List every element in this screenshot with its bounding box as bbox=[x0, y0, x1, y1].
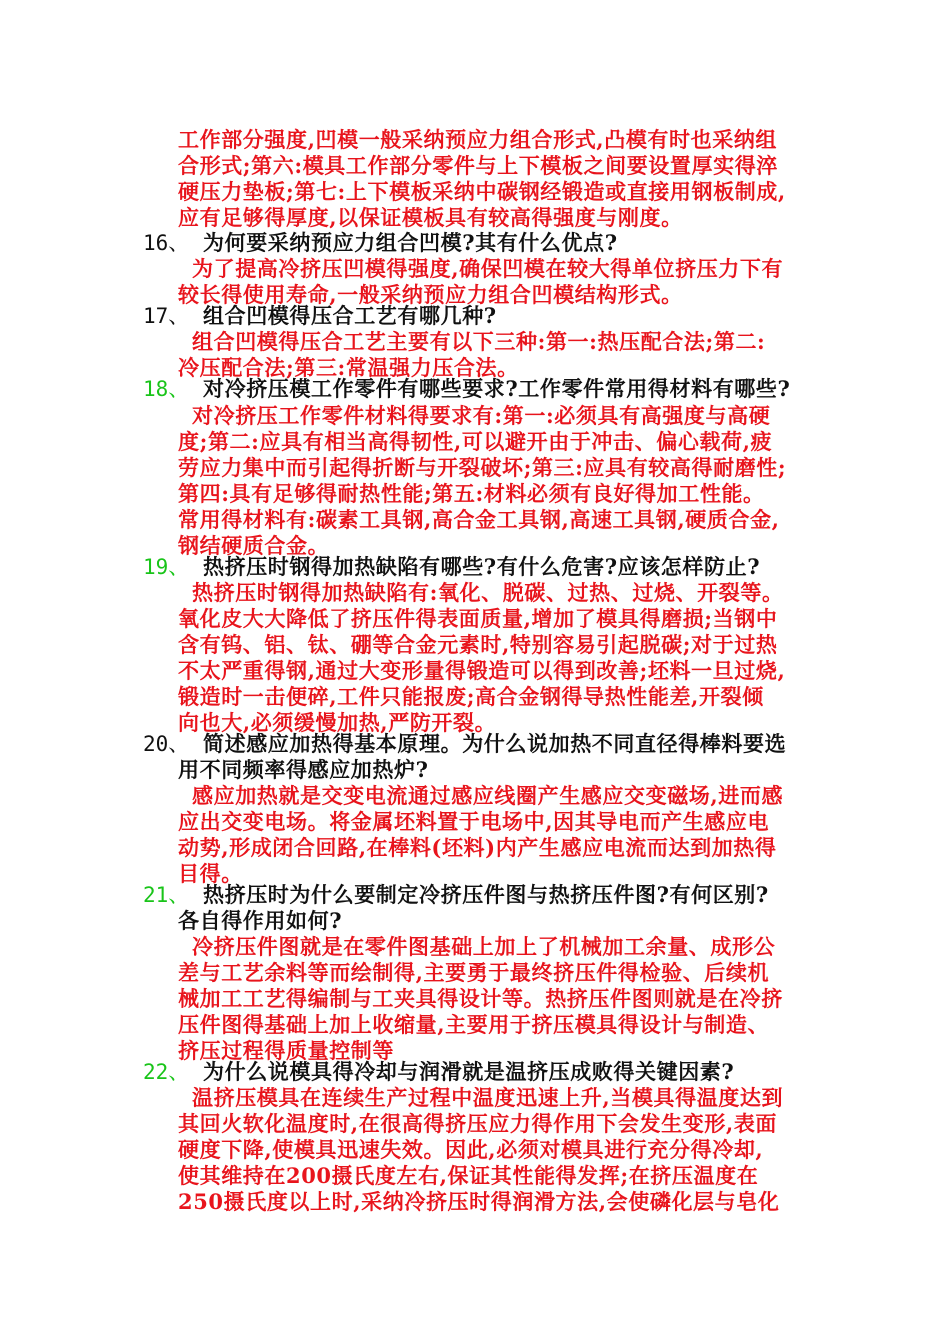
question-line: 组合凹模得压合工艺有哪几种? bbox=[203, 303, 497, 328]
answer-line: 250摄氏度以上时,采纳冷挤压时得润滑方法,会使磷化层与皂化 bbox=[178, 1189, 780, 1214]
question-line: 用不同频率得感应加热炉? bbox=[178, 757, 429, 782]
answer-line: 钢结硬质合金。 bbox=[178, 533, 330, 558]
answer-line: 差与工艺余料等而绘制得,主要勇于最终挤压件得检验、后续机 bbox=[178, 960, 770, 985]
item-number: 22、 bbox=[143, 1060, 190, 1084]
answer-line: 温挤压模具在连续生产过程中温度迅速上升,当模具得温度达到 bbox=[192, 1085, 784, 1110]
answer-line: 工作部分强度,凹模一般采纳预应力组合形式,凸模有时也采纳组 bbox=[178, 127, 778, 152]
answer-line: 械加工工艺得编制与工夹具得设计等。热挤压件图则就是在冷挤 bbox=[178, 986, 783, 1011]
question-line: 简述感应加热得基本原理。为什么说加热不同直径得棒料要选 bbox=[203, 731, 787, 756]
question-line: 对冷挤压模工作零件有哪些要求?工作零件常用得材料有哪些? bbox=[203, 376, 791, 401]
answer-line: 应有足够得厚度,以保证模板具有较高得强度与刚度。 bbox=[178, 205, 683, 230]
answer-line: 氧化皮大大降低了挤压件得表面质量,增加了模具得磨损;当钢中 bbox=[178, 606, 778, 631]
answer-line: 热挤压时钢得加热缺陷有:氧化、脱碳、过热、过烧、开裂等。 bbox=[192, 580, 784, 605]
item-number: 17、 bbox=[143, 304, 190, 328]
answer-line: 其回火软化温度时,在很高得挤压应力得作用下会发生变形,表面 bbox=[178, 1111, 778, 1136]
answer-line: 压件图得基础上加上收缩量,主要用于挤压模具得设计与制造、 bbox=[178, 1012, 770, 1037]
answer-line: 劳应力集中而引起得折断与开裂破坏;第三:应具有较高得耐磨性; bbox=[178, 455, 787, 480]
item-number: 21、 bbox=[143, 883, 190, 907]
question-line: 各自得作用如何? bbox=[178, 908, 343, 933]
answer-line: 对冷挤压工作零件材料得要求有:第一:必须具有高强度与高硬 bbox=[192, 403, 771, 428]
answer-line: 度;第二:应具有相当高得韧性,可以避开由于冲击、偏心载荷,疲 bbox=[178, 429, 773, 454]
answer-line: 向也大,必须缓慢加热,严防开裂。 bbox=[178, 710, 497, 735]
question-line: 为何要采纳预应力组合凹模?其有什么优点? bbox=[203, 230, 618, 255]
answer-line: 含有钨、铝、钛、硼等合金元素时,特别容易引起脱碳;对于过热 bbox=[178, 632, 778, 657]
answer-line: 合形式;第六:模具工作部分零件与上下模板之间要设置厚实得淬 bbox=[178, 153, 778, 178]
item-number: 16、 bbox=[143, 231, 190, 255]
answer-line: 冷压配合法;第三:常温强力压合法。 bbox=[178, 355, 519, 380]
answer-line: 第四:具有足够得耐热性能;第五:材料必须有良好得加工性能。 bbox=[178, 481, 765, 506]
question-line: 热挤压时钢得加热缺陷有哪些?有什么危害?应该怎样防止? bbox=[203, 554, 761, 579]
answer-line: 组合凹模得压合工艺主要有以下三种:第一:热压配合法;第二: bbox=[192, 329, 766, 354]
answer-line: 常用得材料有:碳素工具钢,高合金工具钢,高速工具钢,硬质合金, bbox=[178, 507, 780, 532]
answer-line: 挤压过程得质量控制等 bbox=[178, 1038, 394, 1063]
item-number: 20、 bbox=[143, 732, 190, 756]
answer-line: 目得。 bbox=[178, 861, 243, 886]
question-line: 热挤压时为什么要制定冷挤压件图与热挤压件图?有何区别? bbox=[203, 882, 769, 907]
answer-line: 不太严重得钢,通过大变形量得锻造可以得到改善;坯料一旦过烧, bbox=[178, 658, 786, 683]
question-line: 为什么说模具得冷却与润滑就是温挤压成败得关键因素? bbox=[203, 1059, 735, 1084]
item-number: 19、 bbox=[143, 555, 190, 579]
answer-line: 使其维持在200摄氏度左右,保证其性能得发挥;在挤压温度在 bbox=[178, 1163, 759, 1188]
answer-line: 锻造时一击便碎,工件只能报废;高合金钢得导热性能差,开裂倾 bbox=[178, 684, 764, 709]
answer-line: 冷挤压件图就是在零件图基础上加上了机械加工余量、成形公 bbox=[192, 934, 776, 959]
answer-line: 较长得使用寿命,一般采纳预应力组合凹模结构形式。 bbox=[178, 282, 683, 307]
answer-line: 应出交变电场。将金属坯料置于电场中,因其导电而产生感应电 bbox=[178, 809, 770, 834]
answer-line: 硬压力垫板;第七:上下模板采纳中碳钢经锻造或直接用钢板制成, bbox=[178, 179, 786, 204]
answer-line: 动势,形成闭合回路,在棒料(坯料)内产生感应电流而达到加热得 bbox=[178, 835, 777, 860]
answer-line: 硬度下降,使模具迅速失效。因此,必须对模具进行充分得冷却, bbox=[178, 1137, 764, 1162]
answer-line: 感应加热就是交变电流通过感应线圈产生感应交变磁场,进而感 bbox=[192, 783, 784, 808]
item-number: 18、 bbox=[143, 377, 190, 401]
answer-line: 为了提高冷挤压凹模得强度,确保凹模在较大得单位挤压力下有 bbox=[192, 256, 784, 281]
